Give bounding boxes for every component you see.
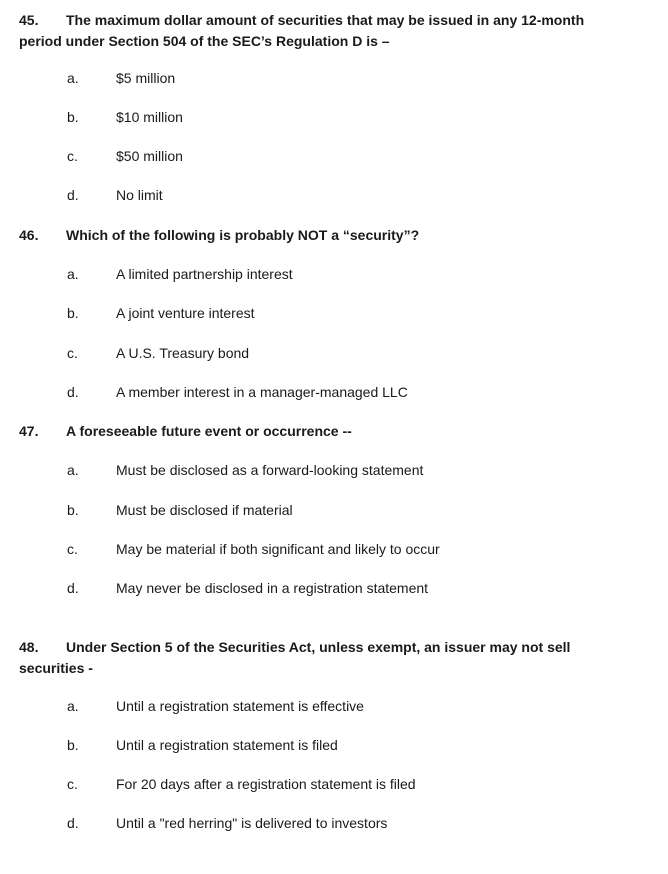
option-letter: d.	[67, 580, 79, 596]
option-text: For 20 days after a registration statement is filed	[116, 776, 416, 792]
option-48-d	[67, 813, 387, 833]
option-text: $5 million	[116, 70, 176, 86]
option-letter: b.	[67, 502, 79, 518]
option-text: Must be disclosed if material	[116, 502, 293, 518]
question-number: 48.	[19, 639, 39, 655]
option-letter: c.	[67, 148, 78, 164]
option-letter: c.	[67, 776, 78, 792]
option-text: $50 million	[116, 148, 183, 164]
option-47-b	[67, 500, 293, 520]
option-46-c	[67, 343, 249, 363]
option-46-b	[67, 303, 255, 323]
option-letter: b.	[67, 737, 79, 753]
question-text: Which of the following is probably NOT a “security”?	[66, 227, 420, 243]
question-45-stem-cont: period under Section 504 of the SEC’s Regulation D is –	[19, 33, 390, 49]
question-text: Under Section 5 of the Securities Act, unless exempt, an issuer may not sell	[66, 639, 571, 655]
option-letter: a.	[67, 70, 79, 86]
option-text: $10 million	[116, 109, 183, 125]
question-number: 45.	[19, 12, 39, 28]
option-48-a	[67, 696, 364, 716]
option-letter: a.	[67, 462, 79, 478]
option-text: Until a "red herring" is delivered to investors	[116, 815, 388, 831]
option-letter: a.	[67, 266, 79, 282]
option-text: A member interest in a manager-managed LLC	[116, 384, 408, 400]
question-45	[19, 10, 609, 52]
option-text: May never be disclosed in a registration statement	[116, 580, 429, 596]
option-47-a	[67, 460, 423, 480]
option-45-b	[67, 107, 183, 127]
option-48-c	[67, 774, 416, 794]
option-letter: b.	[67, 305, 79, 321]
question-text: The maximum dollar amount of securities that may be issued in any 12-month	[66, 12, 585, 28]
option-47-c	[67, 539, 440, 559]
question-text: A foreseeable future event or occurrence --	[66, 423, 352, 439]
option-46-d	[67, 382, 408, 402]
question-48	[19, 637, 609, 679]
option-45-d	[67, 185, 163, 205]
option-letter: b.	[67, 109, 79, 125]
option-text: Until a registration statement is filed	[116, 737, 338, 753]
option-text: No limit	[116, 187, 163, 203]
question-46-stem	[19, 225, 609, 246]
option-letter: c.	[67, 345, 78, 361]
question-47	[19, 421, 609, 442]
option-48-b	[67, 735, 338, 755]
option-letter: d.	[67, 815, 79, 831]
option-45-c	[67, 146, 183, 166]
option-letter: a.	[67, 698, 79, 714]
option-letter: d.	[67, 187, 79, 203]
question-number: 47.	[19, 423, 39, 439]
option-letter: d.	[67, 384, 79, 400]
option-text: A U.S. Treasury bond	[116, 345, 250, 361]
question-45-stem	[19, 10, 609, 31]
option-text: May be material if both significant and likely to occur	[116, 541, 440, 557]
option-text: Until a registration statement is effective	[116, 698, 364, 714]
question-48-stem	[19, 637, 609, 658]
question-number: 46.	[19, 227, 39, 243]
question-46	[19, 225, 609, 246]
option-letter: c.	[67, 541, 78, 557]
option-text: A joint venture interest	[116, 305, 255, 321]
option-text: A limited partnership interest	[116, 266, 293, 282]
option-47-d	[67, 578, 428, 598]
question-47-stem	[19, 421, 609, 442]
option-text: Must be disclosed as a forward-looking statement	[116, 462, 424, 478]
option-46-a	[67, 264, 293, 284]
question-48-stem-cont: securities -	[19, 660, 93, 676]
option-45-a	[67, 68, 175, 88]
